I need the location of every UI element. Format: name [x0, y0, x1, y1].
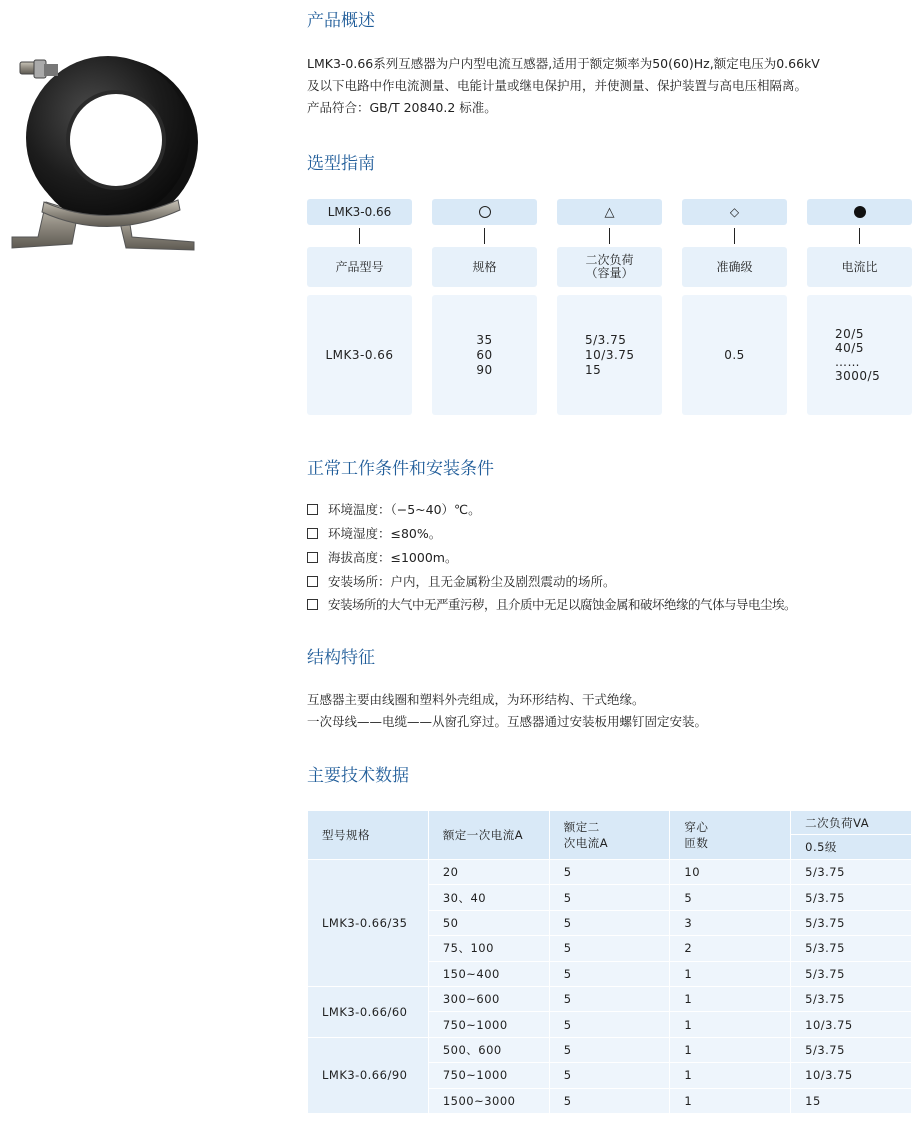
header-turns: 穿心 匝数: [670, 811, 791, 860]
table-cell: 5: [549, 1012, 670, 1037]
structure-text: [307, 689, 707, 733]
product-image: [8, 52, 200, 252]
table-cell: 750~1000: [428, 1063, 549, 1088]
header-class: 0.5级: [791, 835, 912, 860]
table-cell: 1: [670, 986, 791, 1011]
table-cell: 300~600: [428, 986, 549, 1011]
table-cell: 5/3.75: [791, 885, 912, 910]
techdata-title: 主要技术数据: [307, 766, 409, 786]
table-cell: 1: [670, 961, 791, 986]
selection-head: LMK3-0.66: [307, 199, 412, 225]
table-cell: 10/3.75: [791, 1012, 912, 1037]
table-cell: 150~400: [428, 961, 549, 986]
model-cell: LMK3-0.66/90: [308, 1037, 429, 1113]
overview-line: 产品符合：GB/T 20840.2 标准。: [307, 100, 497, 115]
table-cell: 2: [670, 936, 791, 961]
header-primary: 额定一次电流A: [428, 811, 549, 860]
table-cell: 5: [549, 860, 670, 885]
header-model: 型号规格: [308, 811, 429, 860]
table-row: [308, 986, 912, 1011]
checkbox-icon: [307, 528, 318, 539]
table-cell: 10: [670, 860, 791, 885]
connector-line: [734, 228, 735, 244]
table-cell: 5/3.75: [791, 1037, 912, 1062]
table-cell: 5/3.75: [791, 961, 912, 986]
model-cell: LMK3-0.66/35: [308, 860, 429, 987]
table-cell: 5/3.75: [791, 936, 912, 961]
connector-line: [859, 228, 860, 244]
filled-circle-icon: [854, 206, 866, 218]
condition-item: 环境温度：（−5~40）℃。: [307, 500, 481, 518]
table-cell: 5: [549, 1063, 670, 1088]
conditions-title: 正常工作条件和安装条件: [307, 459, 494, 479]
table-cell: 1: [670, 1063, 791, 1088]
selection-column-model: [307, 199, 412, 415]
triangle-icon: △: [557, 199, 662, 225]
table-cell: 5: [549, 885, 670, 910]
selection-title: 选型指南: [307, 154, 375, 174]
table-cell: 5: [549, 961, 670, 986]
table-cell: 5: [549, 1088, 670, 1113]
overview-text: [307, 53, 820, 119]
table-cell: 1: [670, 1037, 791, 1062]
overview-title: 产品概述: [307, 11, 375, 31]
selection-label: 产品型号: [307, 247, 412, 287]
structure-line: 互感器主要由线圈和塑料外壳组成，为环形结构、干式绝缘。: [307, 692, 645, 707]
condition-item: 海拔高度：≤1000m。: [307, 548, 457, 566]
table-cell: 15: [791, 1088, 912, 1113]
selection-values: 35 60 90: [432, 295, 537, 415]
structure-title: 结构特征: [307, 648, 375, 668]
selection-column-burden: [557, 199, 662, 415]
table-cell: 30、40: [428, 885, 549, 910]
selection-values: LMK3-0.66: [307, 295, 412, 415]
model-cell: LMK3-0.66/60: [308, 986, 429, 1037]
checkbox-icon: [307, 576, 318, 587]
connector-line: [484, 228, 485, 244]
condition-item: 环境湿度：≤80%。: [307, 524, 441, 542]
connector-line: [359, 228, 360, 244]
techdata-table: [307, 810, 912, 1114]
table-cell: 750~1000: [428, 1012, 549, 1037]
selection-values: 5/3.75 10/3.75 15: [557, 295, 662, 415]
selection-head: [432, 199, 537, 225]
table-cell: 5/3.75: [791, 860, 912, 885]
selection-label: 规格: [432, 247, 537, 287]
table-cell: 5/3.75: [791, 910, 912, 935]
table-row: [308, 860, 912, 885]
table-cell: 500、600: [428, 1037, 549, 1062]
table-row: [308, 1037, 912, 1062]
table-cell: 5: [549, 936, 670, 961]
selection-column-ratio: [807, 199, 912, 415]
checkbox-icon: [307, 599, 318, 610]
structure-line: 一次母线——电缆——从窗孔穿过。互感器通过安装板用螺钉固定安装。: [307, 714, 708, 729]
table-cell: 10/3.75: [791, 1063, 912, 1088]
checkbox-icon: [307, 552, 318, 563]
table-cell: 3: [670, 910, 791, 935]
selection-label: 电流比: [807, 247, 912, 287]
diamond-icon: ◇: [682, 199, 787, 225]
selection-head: [807, 199, 912, 225]
connector-line: [609, 228, 610, 244]
checkbox-icon: [307, 504, 318, 515]
selection-values: 20/5 40/5 …… 3000/5: [807, 295, 912, 415]
table-cell: 5: [549, 1037, 670, 1062]
selection-label: 二次负荷 （容量）: [557, 247, 662, 287]
table-cell: 5: [549, 986, 670, 1011]
table-cell: 75、100: [428, 936, 549, 961]
condition-item: 安装场所：户内，且无金属粉尘及剧烈震动的场所。: [307, 572, 616, 590]
table-cell: 1500~3000: [428, 1088, 549, 1113]
condition-item: 安装场所的大气中无严重污秽，且介质中无足以腐蚀金属和破坏绝缘的气体与导电尘埃。: [307, 595, 796, 613]
table-cell: 20: [428, 860, 549, 885]
overview-line: LMK3-0.66系列互感器为户内型电流互感器,适用于额定频率为50(60)Hz,额定电压为0.66kV: [307, 56, 820, 71]
table-cell: 1: [670, 1088, 791, 1113]
circle-icon: [479, 206, 491, 218]
selection-column-spec: [432, 199, 537, 415]
header-secondary: 额定二 次电流A: [549, 811, 670, 860]
table-cell: 5: [670, 885, 791, 910]
selection-label: 准确级: [682, 247, 787, 287]
overview-line: 及以下电路中作电流测量、电能计量或继电保护用，并使测量、保护装置与高电压相隔离。: [307, 78, 808, 93]
selection-values: 0.5: [682, 295, 787, 415]
selection-column-accuracy: [682, 199, 787, 415]
table-cell: 1: [670, 1012, 791, 1037]
table-cell: 5: [549, 910, 670, 935]
header-burden: 二次负荷VA: [791, 811, 912, 835]
table-cell: 5/3.75: [791, 986, 912, 1011]
table-cell: 50: [428, 910, 549, 935]
